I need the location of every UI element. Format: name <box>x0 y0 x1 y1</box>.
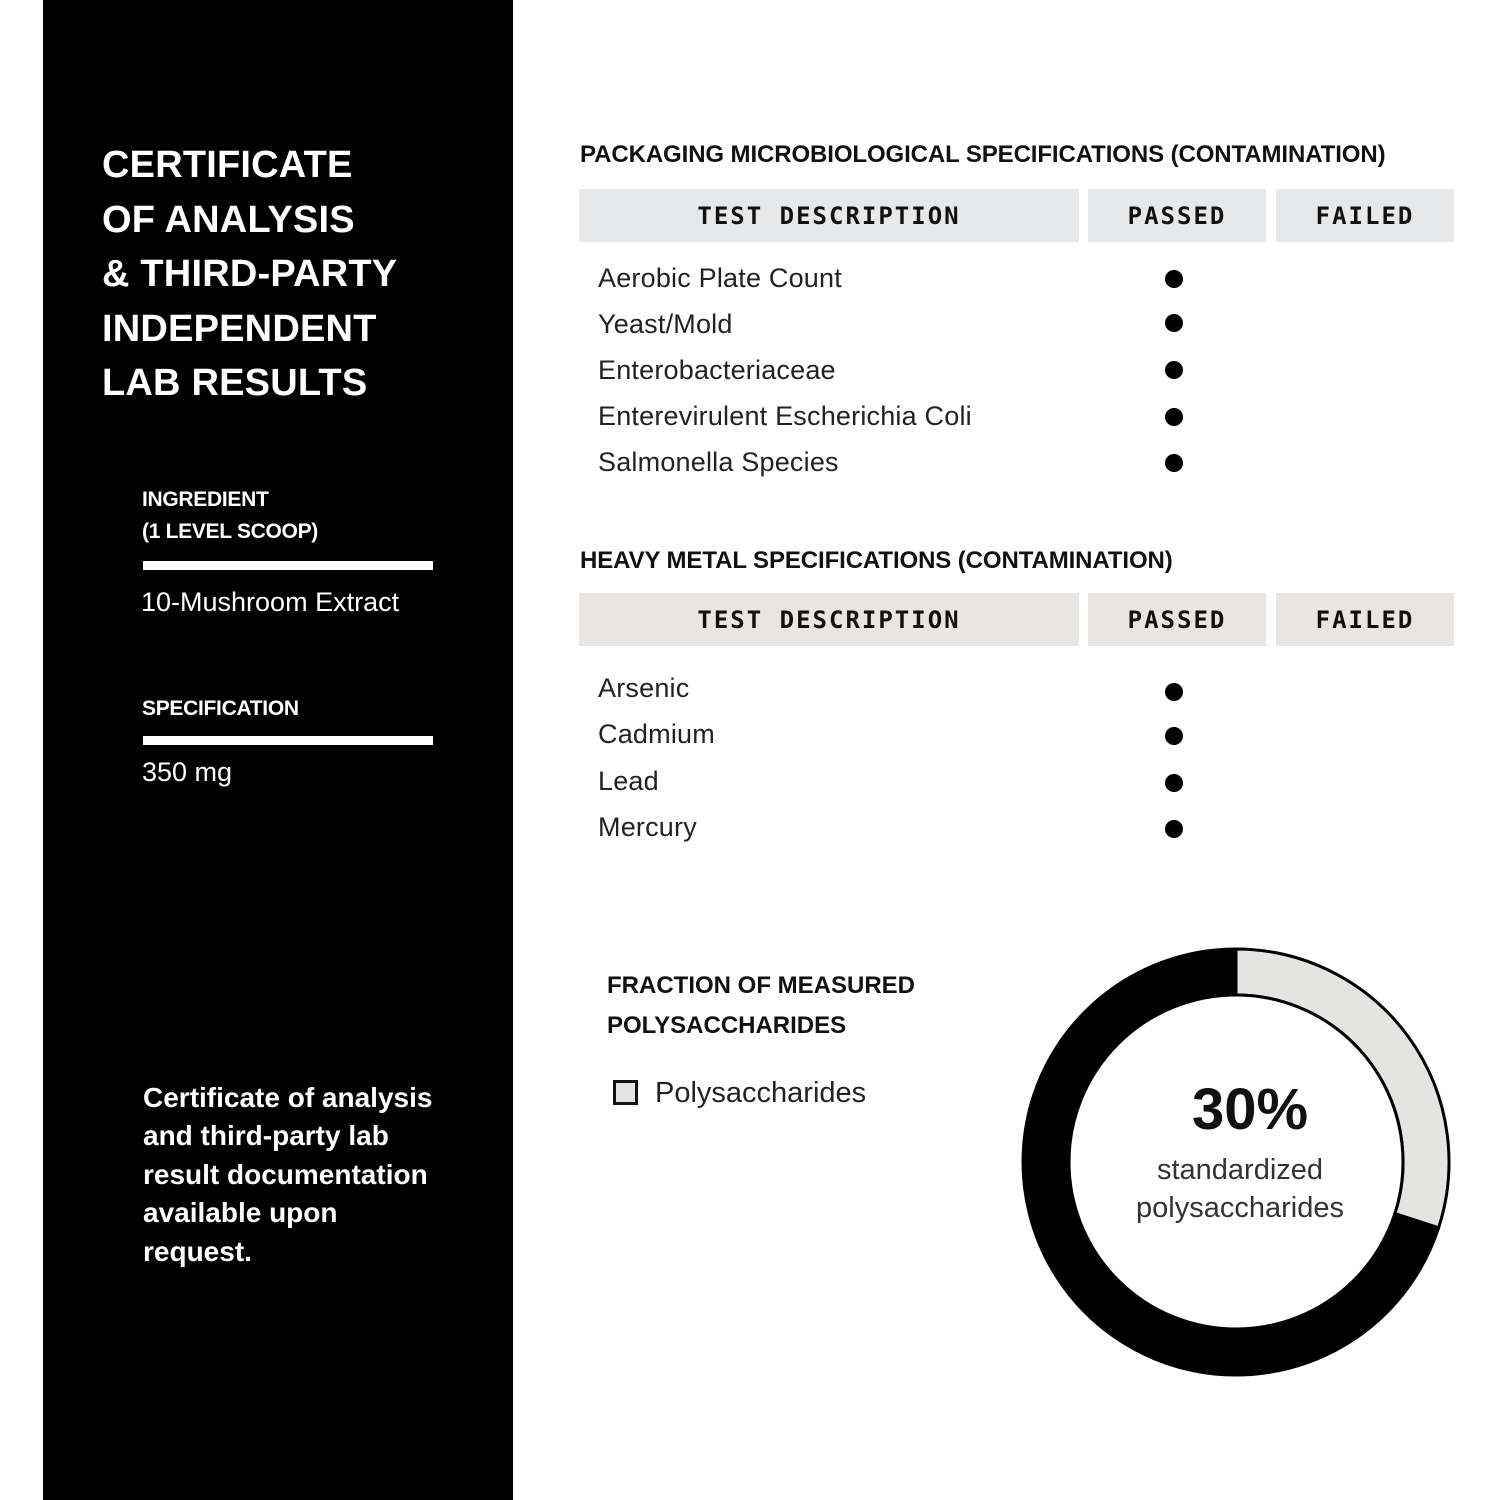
fraction-title-line: FRACTION OF MEASURED <box>607 972 915 999</box>
micro-row-label: Enterevirulent Escherichia Coli <box>598 401 972 431</box>
micro-header-passed: PASSED <box>1088 189 1266 242</box>
title-line: OF ANALYSIS <box>102 198 355 241</box>
passed-dot-icon <box>1165 454 1183 472</box>
donut-center-value: 30% <box>1191 1077 1309 1142</box>
donut-caption-line: standardized <box>1156 1154 1324 1186</box>
specification-label-text: SPECIFICATION <box>142 697 299 720</box>
title-line: LAB RESULTS <box>102 362 368 404</box>
passed-dot-icon <box>1165 683 1183 701</box>
legend-swatch <box>613 1080 638 1105</box>
metal-row-label: Mercury <box>598 812 697 842</box>
micro-header-failed: FAILED <box>1276 189 1454 242</box>
specification-label <box>142 693 299 725</box>
passed-dot-icon <box>1165 270 1183 288</box>
ingredient-label-line: INGREDIENT <box>142 488 269 511</box>
passed-dot-icon <box>1165 314 1183 332</box>
page-title <box>102 138 397 411</box>
passed-dot-icon <box>1165 361 1183 379</box>
ingredient-label-line: (1 LEVEL SCOOP) <box>142 520 318 543</box>
metal-row-label: Cadmium <box>598 719 715 749</box>
micro-row-label: Yeast/Mold <box>598 309 733 339</box>
passed-dot-icon <box>1165 820 1183 838</box>
metal-header-description: TEST DESCRIPTION <box>579 593 1079 646</box>
fraction-title-line: POLYSACCHARIDES <box>607 1012 847 1039</box>
micro-row-label: Aerobic Plate Count <box>598 263 842 293</box>
footnote-line: Certificate of analysis <box>143 1082 433 1113</box>
ingredient-value: 10-Mushroom Extract <box>141 587 400 617</box>
metal-header-failed: FAILED <box>1276 593 1454 646</box>
footnote-line: available upon <box>143 1197 338 1229</box>
fraction-title <box>607 966 915 1046</box>
donut-caption-line: polysaccharides <box>1136 1192 1344 1224</box>
passed-dot-icon <box>1165 408 1183 426</box>
micro-row-label: Enterobacteriaceae <box>598 355 836 385</box>
microbiological-title: PACKAGING MICROBIOLOGICAL SPECIFICATIONS (CONTAMINATION) <box>580 141 1386 168</box>
metal-row-label: Arsenic <box>598 673 690 703</box>
footnote-line: result documentation <box>143 1158 428 1190</box>
micro-header-description: TEST DESCRIPTION <box>579 189 1079 242</box>
title-line: INDEPENDENT <box>102 307 377 350</box>
donut-center-caption <box>1095 1151 1385 1227</box>
footnote-line: and third-party lab <box>143 1120 389 1152</box>
title-line: & THIRD-PARTY <box>102 253 398 295</box>
ingredient-label <box>142 484 318 548</box>
ingredient-divider <box>143 561 433 570</box>
footnote <box>143 1079 483 1271</box>
specification-value: 350 mg <box>142 757 233 787</box>
metal-header-passed: PASSED <box>1088 593 1266 646</box>
passed-dot-icon <box>1165 774 1183 792</box>
specification-divider <box>143 736 433 745</box>
footnote-line: request. <box>143 1235 252 1267</box>
title-line: CERTIFICATE <box>102 144 353 186</box>
metal-row-label: Lead <box>598 766 659 796</box>
heavy-metal-title: HEAVY METAL SPECIFICATIONS (CONTAMINATION) <box>580 547 1173 574</box>
legend-label: Polysaccharides <box>655 1077 867 1109</box>
passed-dot-icon <box>1165 727 1183 745</box>
micro-row-label: Salmonella Species <box>598 447 839 477</box>
